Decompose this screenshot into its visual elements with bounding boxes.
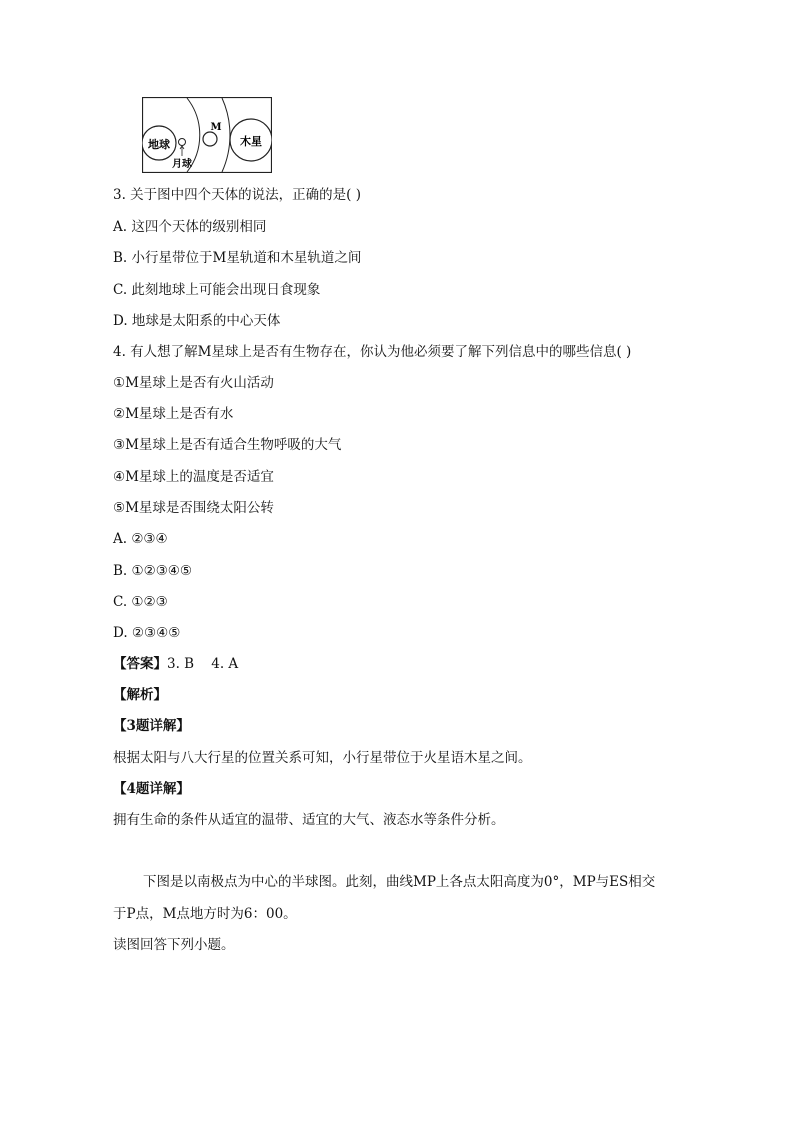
earth-label: 地球 [148, 138, 170, 151]
m-label: M [210, 122, 222, 133]
next-intro-line3: 读图回答下列小题。 [113, 937, 235, 953]
answer-label: 【答案】 [113, 656, 167, 672]
q4-detail-text: 拥有生命的条件从适宜的温带、适宜的大气、液态水等条件分析。 [113, 812, 505, 828]
q3-detail-text: 根据太阳与八大行星的位置关系可知，小行星带位于火星语木星之间。 [113, 750, 532, 766]
q3-option-b: B. 小行星带位于M星轨道和木星轨道之间 [113, 250, 362, 266]
moon-label: 月球 [172, 159, 192, 170]
next-intro-line1: 下图是以南极点为中心的半球图。此刻，曲线MP上各点太阳高度为0°，MP与ES相交 [143, 874, 656, 890]
orbit-figure [142, 97, 272, 173]
q4-option-a: A. ②③④ [113, 531, 168, 547]
q4-item-1: ①M星球上是否有火山活动 [113, 375, 274, 391]
analysis-label: 【解析】 [113, 687, 167, 703]
next-intro-line2: 于P点，M点地方时为6：00。 [113, 906, 297, 922]
q3-option-d: D. 地球是太阳系的中心天体 [113, 313, 281, 329]
q3-option-a: A. 这四个天体的级别相同 [113, 219, 267, 235]
answer-text: 3. B 4. A [167, 656, 239, 672]
q4-option-d: D. ②③④⑤ [113, 625, 181, 641]
jupiter-label: 木星 [240, 135, 262, 148]
q4-detail-title: 【4题详解】 [113, 781, 190, 797]
q4-option-c: C. ①②③ [113, 594, 168, 610]
q3-stem: 3. 关于图中四个天体的说法，正确的是( ) [113, 187, 361, 203]
q3-option-c: C. 此刻地球上可能会出现日食现象 [113, 282, 321, 298]
q3-detail-title: 【3题详解】 [113, 718, 190, 734]
q4-stem: 4. 有人想了解M星球上是否有生物存在，你认为他必须要了解下列信息中的哪些信息( ) [113, 344, 632, 360]
q4-item-3: ③M星球上是否有适合生物呼吸的大气 [113, 437, 342, 453]
q4-item-2: ②M星球上是否有水 [113, 406, 234, 422]
answer-line [113, 655, 238, 673]
q4-item-5: ⑤M星球是否围绕太阳公转 [113, 500, 274, 516]
q4-option-b: B. ①②③④⑤ [113, 563, 193, 579]
q4-item-4: ④M星球上的温度是否适宜 [113, 469, 274, 485]
